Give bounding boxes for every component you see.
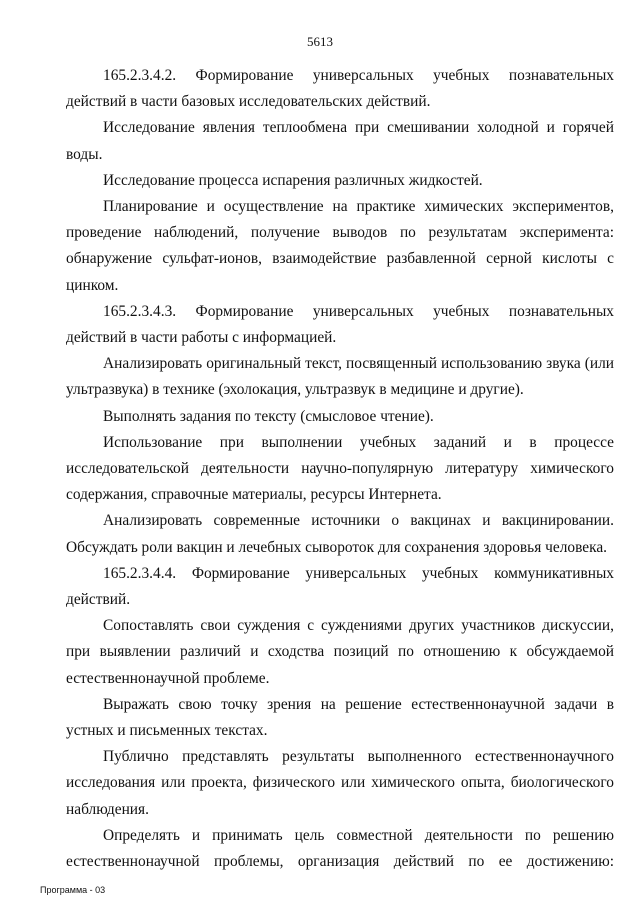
paragraph: Использование при выполнении учебных заданий и в процессе исследовательской деятельности научно-популярную литературу химического содержания, справочные материалы, ресурсы Интернета. xyxy=(66,433,614,504)
paragraph-section-165-2-3-4-2: 165.2.3.4.2. Формирование универсальных учебных познавательных действий в части базовых исследовательских действий. xyxy=(66,67,614,111)
document-body xyxy=(66,63,614,875)
paragraph-section-165-2-3-4-4: 165.2.3.4.4. Формирование универсальных учебных коммуникативных действий. xyxy=(66,564,614,609)
paragraph: Сопоставлять свои суждения с суждениями других участников дискуссии, при выявлении различий и сходства позиций по отношению к обсуждаемой естественнонаучной проблеме. xyxy=(66,617,614,687)
paragraph: Исследование явления теплообмена при смешивании холодной и горячей воды. xyxy=(66,119,614,163)
footer-label: Программа - 03 xyxy=(40,885,106,895)
paragraph: Анализировать современные источники о вакцинах и вакцинировании. Обсуждать роли вакцин и лечебных сывороток для сохранения здоровья человека. xyxy=(66,512,614,556)
paragraph-section-165-2-3-4-3: 165.2.3.4.3. Формирование универсальных учебных познавательных действий в части работы с информацией. xyxy=(66,302,614,347)
paragraph: Выполнять задания по тексту (смысловое чтение). xyxy=(103,407,434,425)
paragraph: Публично представлять результаты выполненного естественнонаучного исследования или проекта, физического или химического опыта, биологического наблюдения. xyxy=(66,748,614,818)
paragraph: Определять и принимать цель совместной деятельности по решению естественнонаучной проблемы, организация действий по ее достижению: xyxy=(66,826,614,871)
paragraph: Планирование и осуществление на практике химических экспериментов, проведение наблюдений, получение выводов по результатам эксперимента: обнаружение сульфат-ионов, взаимодействие разбавленной серной кислоты с цинком. xyxy=(66,198,614,294)
paragraph: Исследование процесса испарения различных жидкостей. xyxy=(103,171,483,189)
page-number: 5613 xyxy=(307,34,333,49)
paragraph: Анализировать оригинальный текст, посвященный использованию звука (или ультразвука) в технике (эхолокация, ультразвук в медицине и другие). xyxy=(66,355,614,399)
paragraph: Выражать свою точку зрения на решение естественнонаучной задачи в устных и письменных текстах. xyxy=(66,695,614,740)
